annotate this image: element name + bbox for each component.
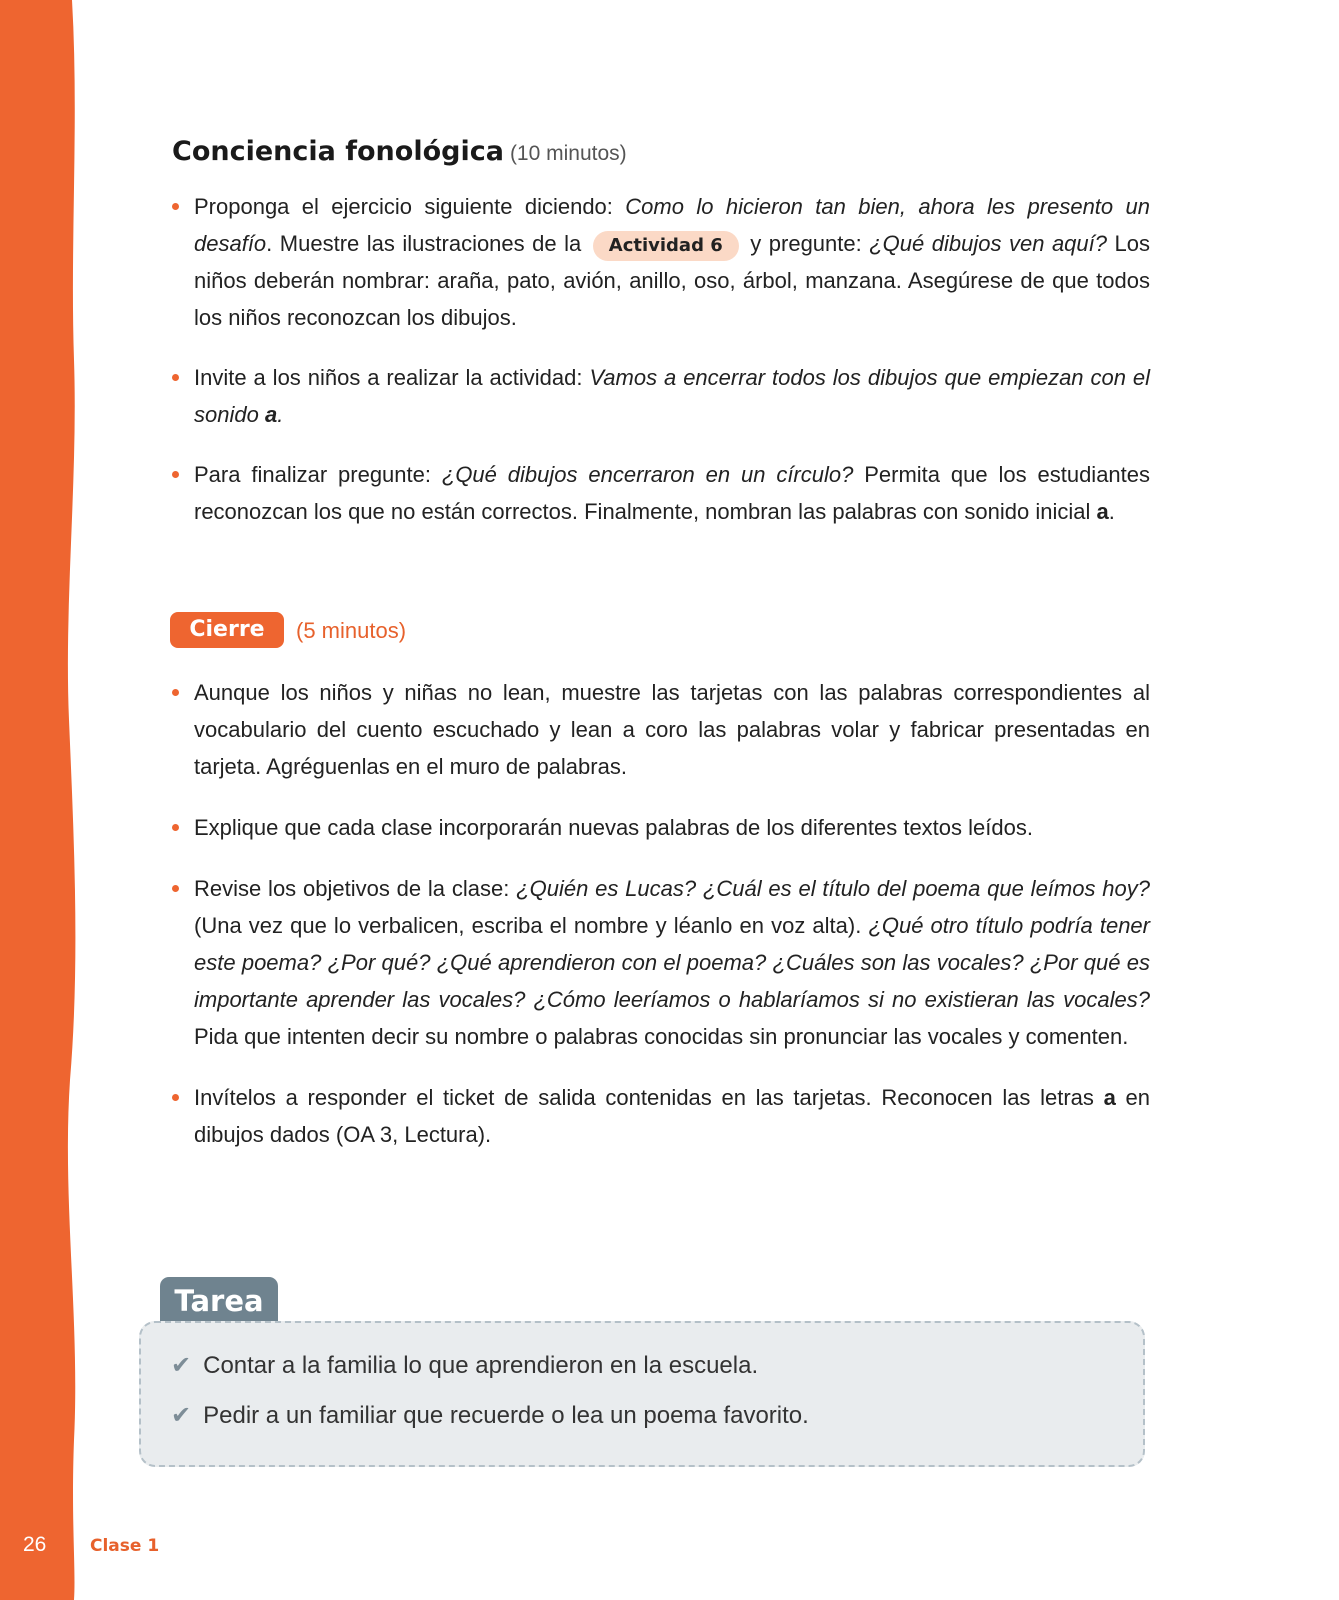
tarea-box [139,1321,1145,1467]
text-run: a [264,402,278,427]
cierre-minutes: (5 minutos) [296,618,407,643]
tarea-item [171,1401,809,1430]
text-run: Los niños deberán nombrar: araña, pato, avión, anillo, oso, árbol, manzana. Asegúrese de que todos los niños reconozcan los dibujos. [194,231,1150,330]
tarea-label: Tarea [160,1277,278,1323]
text-run: en dibujos dados (OA 3, Lectura). [194,1085,1150,1147]
text-run: Revise los objetivos de la clase: [194,876,517,901]
bullet-item [172,359,1150,433]
text-run: Aunque los niños y niñas no lean, muestre las tarjetas con las palabras correspondientes al vocabulario del cuento escuchado y lean a coro las palabras volar y fabricar presentadas en tarjeta. Agréguenlas en el muro de palabras. [194,680,1150,779]
text-run: . [277,402,284,427]
text-run: Invítelos a responder el ticket de salida contenidas en las tarjetas. Reconocen las letras [194,1085,1104,1110]
text-run: (Una vez que lo verbalicen, escriba el nombre y léanlo en voz alta). [194,913,869,938]
text-run: Para finalizar pregunte: [194,462,442,487]
section-title-text: Conciencia fonológica [172,136,504,167]
section-minutes: (10 minutos) [509,142,627,165]
text-run: a [1096,499,1109,524]
checkmark-icon: ✔ [171,1352,192,1379]
text-run: a [1103,1085,1116,1110]
bullet-item [172,870,1150,1055]
text-run: ¿Qué dibujos encerraron en un círculo? [441,462,854,487]
text-run: ¿Quién es Lucas? ¿Cuál es el título del poema que leímos hoy? [516,876,1151,901]
checkmark-icon: ✔ [171,1402,192,1429]
text-run: Vamos a encerrar todos los dibujos que empiezan con el sonido [194,365,1150,427]
text-run: . Muestre las ilustraciones de la [266,231,589,256]
text-run: Explique que cada clase incorporarán nuevas palabras de los diferentes textos leídos. [194,815,1033,840]
bullet-item [172,188,1150,336]
text-run: ¿Qué dibujos ven aquí? [869,231,1107,256]
text-run: ¿Qué otro título podría tener este poema? ¿Por qué? ¿Qué aprendieron con el poema? ¿Cuáles son las vocales? ¿Por qué es importante aprender las vocales? ¿Cómo leeríamos o hablaríamos si no existieran las vocales? [194,913,1150,1012]
text-run: Pida que intenten decir su nombre o palabras conocidas sin pronunciar las vocales y comenten. [194,1024,1129,1049]
section-title-conciencia [172,136,627,167]
text-run: Proponga el ejercicio siguiente diciendo: [194,194,626,219]
bullet-item [172,674,1150,785]
page-number: 26 [23,1533,47,1556]
text-run: . [1108,499,1115,524]
tarea-item [171,1351,758,1380]
text-run: Como lo hicieron tan bien, ahora les presento un desafío [194,194,1151,256]
tarea-item-text: Pedir a un familiar que recuerde o lea un poema favorito. [203,1402,809,1429]
activity-badge: Actividad 6 [593,231,739,261]
bullet-item [172,456,1150,530]
side-decorative-band [0,0,90,1600]
cierre-list [172,674,1150,1177]
cierre-label: Cierre [170,612,284,648]
text-run: Permita que los estudiantes reconozcan los que no están correctos. Finalmente, nombran las palabras con sonido inicial [194,462,1151,524]
tarea-item-text: Contar a la familia lo que aprendieron en la escuela. [203,1352,759,1379]
bullet-item [172,809,1150,846]
conciencia-list [172,188,1150,553]
footer-label: Clase 1 [90,1536,160,1556]
text-run: y pregunte: [742,231,870,256]
text-run: Invite a los niños a realizar la actividad: [194,365,590,390]
bullet-item [172,1079,1150,1153]
